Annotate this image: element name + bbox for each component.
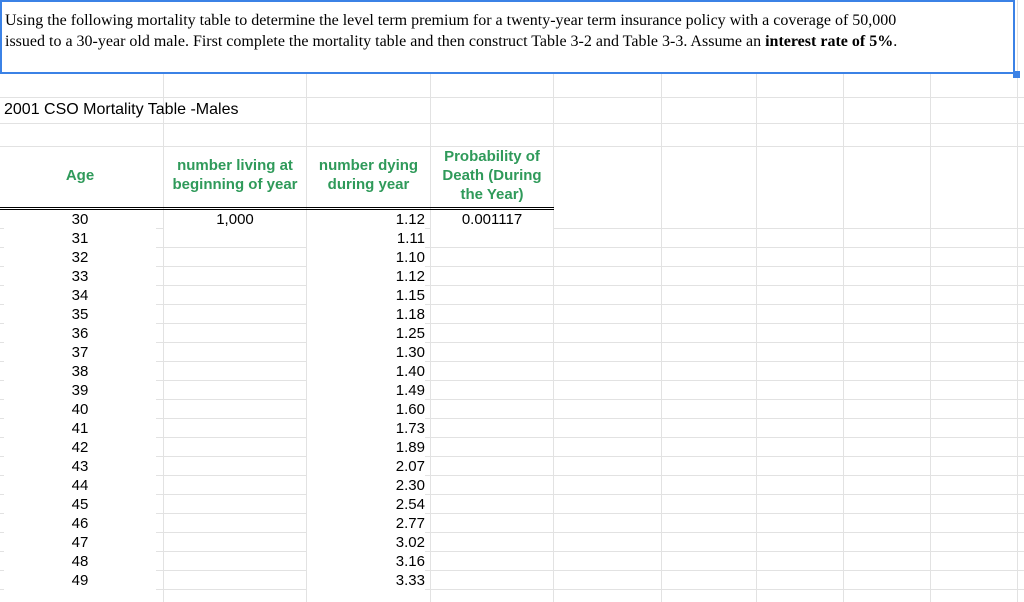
header-probability-line-3: the Year) [460, 186, 524, 203]
header-number-living-line-1: number living at [177, 157, 293, 174]
number-dying-cell[interactable]: 1.10 [307, 248, 425, 267]
age-cell[interactable]: 31 [4, 229, 156, 248]
header-probability-line-1: Probability of [444, 148, 540, 165]
age-cell[interactable]: 30 [4, 210, 156, 229]
instruction-text-box[interactable] [0, 0, 1015, 74]
age-cell[interactable]: 38 [4, 362, 156, 381]
number-dying-cell[interactable]: 1.89 [307, 438, 425, 457]
header-number-dying-line-1: number dying [318, 157, 419, 174]
header-border-line [0, 207, 554, 208]
grid-line [756, 0, 757, 602]
age-cell[interactable]: 42 [4, 438, 156, 457]
number-dying-cell[interactable]: 2.54 [307, 495, 425, 514]
resize-handle[interactable] [1013, 71, 1020, 78]
number-dying-cell[interactable]: 3.02 [307, 533, 425, 552]
table-title: 2001 CSO Mortality Table -Males [4, 101, 239, 118]
grid-line [0, 123, 1024, 124]
number-dying-cell[interactable]: 1.40 [307, 362, 425, 381]
grid-line [930, 0, 931, 602]
header-probability-line-2: Death (During [442, 167, 542, 184]
header-number-living-line-2: beginning of year [172, 176, 298, 193]
age-cell[interactable]: 39 [4, 381, 156, 400]
instruction-line-2 [5, 31, 1009, 52]
age-cell[interactable]: 32 [4, 248, 156, 267]
instruction-line-2-text: issued to a 30-year old male. First complete the mortality table and then construct Table 3-2 and Table 3-3. Assume an [5, 33, 766, 50]
grid-line [1017, 0, 1018, 602]
age-cell[interactable]: 33 [4, 267, 156, 286]
interest-rate-text: interest rate of 5% [765, 33, 894, 50]
age-cell[interactable]: 40 [4, 400, 156, 419]
number-dying-cell[interactable]: 2.30 [307, 476, 425, 495]
number-dying-cell[interactable]: 1.11 [307, 229, 425, 248]
grid-line [661, 0, 662, 602]
age-cell[interactable]: 45 [4, 495, 156, 514]
age-cell[interactable]: 47 [4, 533, 156, 552]
age-cell[interactable]: 41 [4, 419, 156, 438]
instruction-line-1: Using the following mortality table to determine the level term premium for a twenty-year term insurance policy with a coverage of 50,000 [5, 12, 897, 29]
header-age: Age [4, 166, 156, 185]
age-cell[interactable]: 36 [4, 324, 156, 343]
number-dying-cell[interactable]: 2.77 [307, 514, 425, 533]
probability-cell[interactable]: 0.001117 [431, 210, 553, 229]
instruction-line-2-end: . [893, 33, 898, 50]
age-cell[interactable]: 35 [4, 305, 156, 324]
header-number-dying [307, 156, 430, 194]
number-dying-cell[interactable]: 1.25 [307, 324, 425, 343]
grid-line [163, 0, 164, 602]
number-dying-cell[interactable]: 1.18 [307, 305, 425, 324]
age-cell[interactable]: 43 [4, 457, 156, 476]
age-cell[interactable]: 34 [4, 286, 156, 305]
number-living-cell[interactable]: 1,000 [164, 210, 306, 229]
number-dying-cell[interactable]: 2.07 [307, 457, 425, 476]
age-cell[interactable]: 44 [4, 476, 156, 495]
header-number-living [164, 156, 306, 194]
age-cell[interactable]: 46 [4, 514, 156, 533]
number-dying-cell[interactable]: 1.12 [307, 210, 425, 229]
number-dying-cell[interactable]: 3.16 [307, 552, 425, 571]
number-dying-cell[interactable]: 1.30 [307, 343, 425, 362]
number-dying-cell[interactable]: 1.60 [307, 400, 425, 419]
number-dying-cell[interactable]: 1.49 [307, 381, 425, 400]
grid-line [0, 97, 1024, 98]
grid-line [843, 0, 844, 602]
header-probability-of-death [431, 147, 553, 204]
number-dying-cell[interactable]: 3.33 [307, 571, 425, 590]
age-cell[interactable]: 37 [4, 343, 156, 362]
age-cell[interactable]: 49 [4, 571, 156, 590]
number-dying-cell[interactable]: 1.15 [307, 286, 425, 305]
number-dying-cell[interactable]: 1.73 [307, 419, 425, 438]
grid-line [553, 0, 554, 602]
age-cell[interactable]: 48 [4, 552, 156, 571]
header-number-dying-line-2: during year [327, 176, 410, 193]
grid-line [430, 0, 431, 602]
number-dying-cell[interactable]: 1.12 [307, 267, 425, 286]
